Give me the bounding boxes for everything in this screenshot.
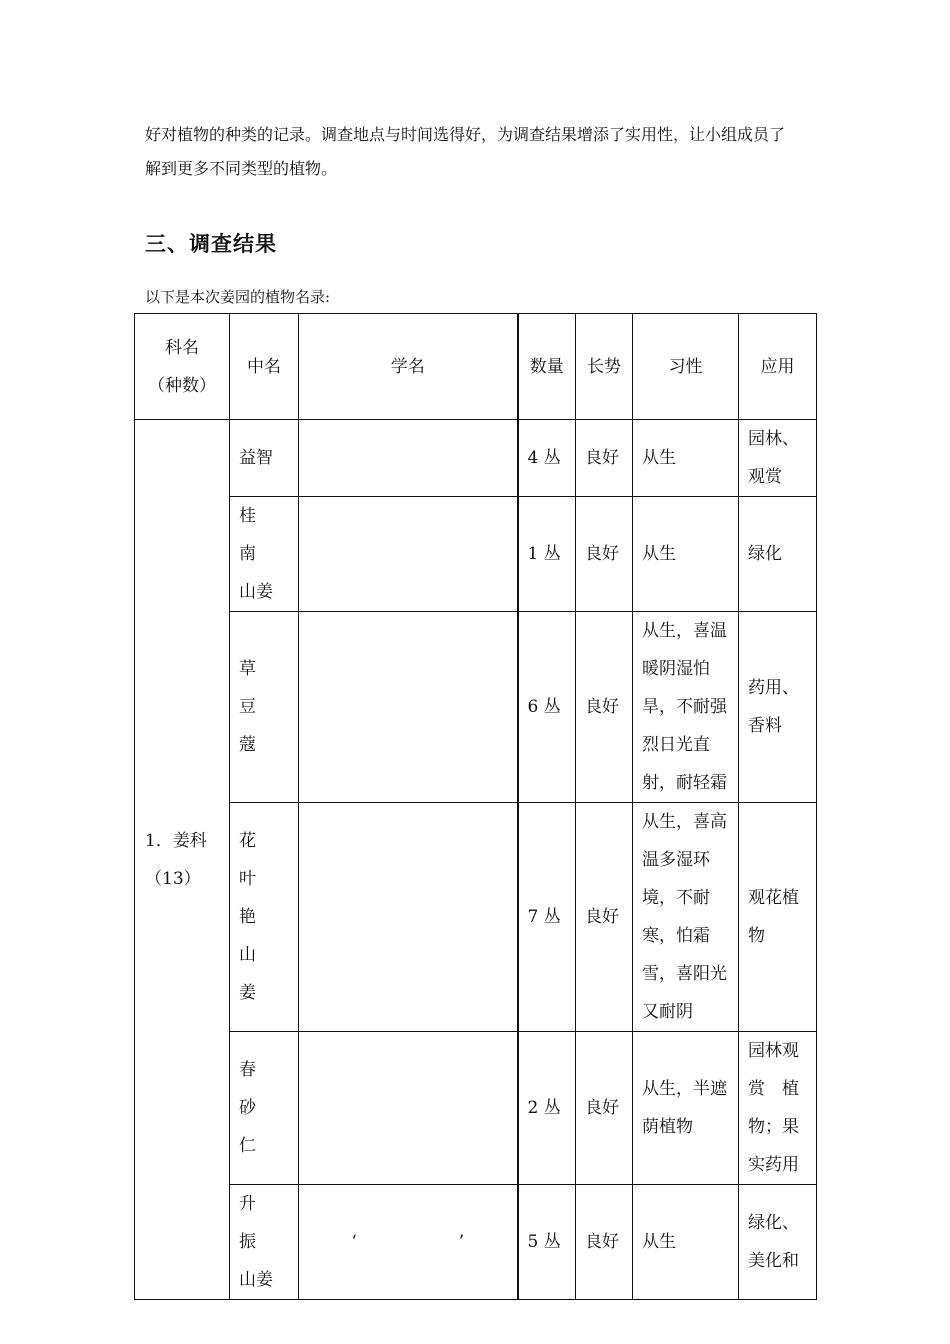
usage-cell: 园林观 赏 植 物；果 实药用 <box>739 1032 817 1185</box>
chinese-name-cell: 升 振 山姜 <box>230 1185 299 1300</box>
table-row <box>135 803 817 1032</box>
scientific-name-cell <box>299 420 518 497</box>
habit-cell: 从生 <box>633 497 739 612</box>
header-chinese-name: 中名 <box>230 314 299 420</box>
growth-cell: 良好 <box>576 803 633 1032</box>
quantity-cell: 7 丛 <box>518 803 576 1032</box>
habit-cell: 从生 <box>633 420 739 497</box>
habit-cell: 从生，喜高 温多湿环 境，不耐 寒，怕霜 雪，喜阳光 又耐阴 <box>633 803 739 1032</box>
usage-cell: 绿化 <box>739 497 817 612</box>
family-cell: 1．姜科 （13） <box>135 420 230 1300</box>
table-row <box>135 612 817 803</box>
growth-cell: 良好 <box>576 1185 633 1300</box>
habit-cell: 从生，半遮 荫植物 <box>633 1032 739 1185</box>
scientific-name-cell <box>299 612 518 803</box>
header-growth: 长势 <box>576 314 633 420</box>
quantity-cell: 2 丛 <box>518 1032 576 1185</box>
table-row <box>135 1032 817 1185</box>
scientific-name-cell <box>299 497 518 612</box>
chinese-name-cell: 桂 南 山姜 <box>230 497 299 612</box>
header-family: 科名 （种数） <box>135 314 230 420</box>
scientific-name-cell: ‘ ’ <box>299 1185 518 1300</box>
section-heading: 三、调查结果 <box>145 232 277 256</box>
chinese-name-cell: 春 砂 仁 <box>230 1032 299 1185</box>
header-quantity: 数量 <box>518 314 576 420</box>
quantity-cell: 5 丛 <box>518 1185 576 1300</box>
header-scientific-name: 学名 <box>299 314 518 420</box>
growth-cell: 良好 <box>576 1032 633 1185</box>
quantity-cell: 4 丛 <box>518 420 576 497</box>
scientific-name-cell <box>299 803 518 1032</box>
quantity-cell: 6 丛 <box>518 612 576 803</box>
usage-cell: 绿化、 美化和 <box>739 1185 817 1300</box>
usage-cell: 观花植 物 <box>739 803 817 1032</box>
intro-line-1: 好对植物的种类的记录。调查地点与时间选得好，为调查结果增添了实用性，让小组成员了 <box>145 125 786 144</box>
table-row <box>135 1185 817 1300</box>
chinese-name-cell: 草 豆 蔻 <box>230 612 299 803</box>
intro-line-2: 解到更多不同类型的植物。 <box>145 159 338 178</box>
growth-cell: 良好 <box>576 497 633 612</box>
chinese-name-cell: 益智 <box>230 420 299 497</box>
table-header-row <box>135 314 817 420</box>
table-row <box>135 420 817 497</box>
plant-list-table <box>134 313 817 1300</box>
usage-cell: 药用、 香料 <box>739 612 817 803</box>
chinese-name-cell: 花 叶 艳 山 姜 <box>230 803 299 1032</box>
quantity-cell: 1 丛 <box>518 497 576 612</box>
scientific-name-cell <box>299 1032 518 1185</box>
header-habit: 习性 <box>633 314 739 420</box>
table-row <box>135 497 817 612</box>
growth-cell: 良好 <box>576 612 633 803</box>
growth-cell: 良好 <box>576 420 633 497</box>
header-usage: 应用 <box>739 314 817 420</box>
habit-cell: 从生，喜温 暖阴湿怕 旱，不耐强 烈日光直 射，耐轻霜 <box>633 612 739 803</box>
habit-cell: 从生 <box>633 1185 739 1300</box>
intro-paragraph <box>145 118 825 186</box>
table-intro: 以下是本次姜园的植物名录: <box>145 288 331 306</box>
usage-cell: 园林、 观赏 <box>739 420 817 497</box>
